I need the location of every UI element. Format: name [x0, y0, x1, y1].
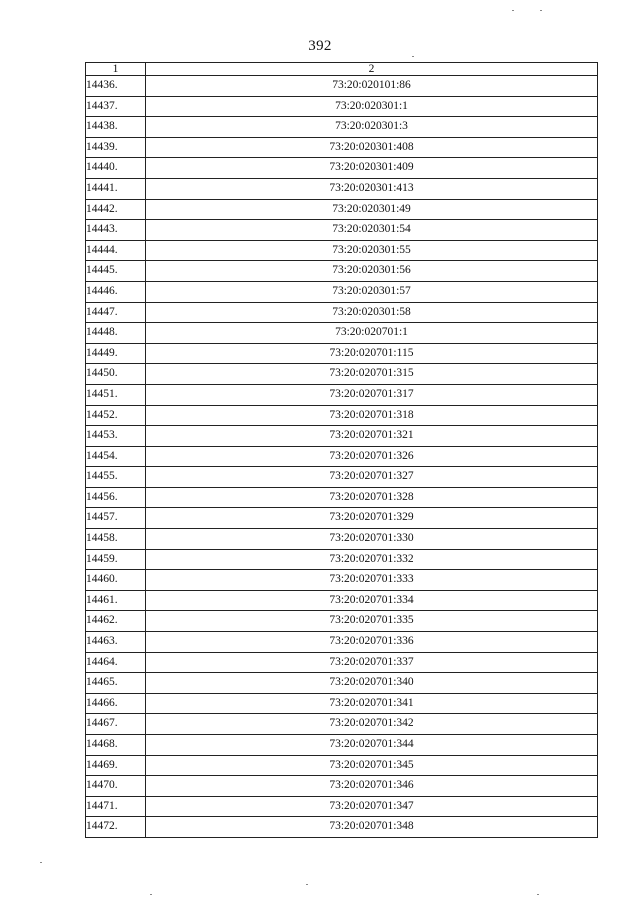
cadastral-number: 73:20:020701:336 [146, 632, 598, 653]
row-number: 14468. [86, 735, 146, 756]
cadastral-number: 73:20:020701:347 [146, 796, 598, 817]
table-row [86, 508, 598, 529]
row-number: 14464. [86, 652, 146, 673]
row-number: 14447. [86, 302, 146, 323]
row-number: 14441. [86, 178, 146, 199]
table-row [86, 673, 598, 694]
row-number: 14458. [86, 529, 146, 550]
row-number: 14461. [86, 590, 146, 611]
table-row [86, 529, 598, 550]
row-number: 14449. [86, 343, 146, 364]
cadastral-number: 73:20:020701:115 [146, 343, 598, 364]
table-row [86, 76, 598, 97]
cadastral-number: 73:20:020701:315 [146, 364, 598, 385]
page-number: 392 [308, 38, 332, 54]
table-row [86, 487, 598, 508]
table-row [86, 590, 598, 611]
cadastral-number: 73:20:020701:345 [146, 755, 598, 776]
table-body [86, 76, 598, 838]
cadastral-number: 73:20:020301:1 [146, 96, 598, 117]
row-number: 14455. [86, 467, 146, 488]
cadastral-number: 73:20:020701:318 [146, 405, 598, 426]
table-row [86, 652, 598, 673]
cadastral-number: 73:20:020301:49 [146, 199, 598, 220]
row-number: 14470. [86, 776, 146, 797]
cadastral-number: 73:20:020701:326 [146, 446, 598, 467]
table-row [86, 323, 598, 344]
row-number: 14444. [86, 240, 146, 261]
table-row [86, 364, 598, 385]
scan-speck [306, 884, 308, 885]
cadastral-number: 73:20:020701:1 [146, 323, 598, 344]
cadastral-number: 73:20:020701:348 [146, 817, 598, 838]
row-number: 14466. [86, 693, 146, 714]
scan-speck [150, 894, 152, 895]
scan-speck [540, 10, 542, 11]
table-row [86, 446, 598, 467]
table-row [86, 137, 598, 158]
column-header-1: 1 [86, 63, 146, 76]
cadastral-number: 73:20:020301:57 [146, 281, 598, 302]
row-number: 14459. [86, 549, 146, 570]
cadastral-number: 73:20:020701:333 [146, 570, 598, 591]
column-header-2: 2 [146, 63, 598, 76]
cadastral-number: 73:20:020301:55 [146, 240, 598, 261]
row-number: 14462. [86, 611, 146, 632]
table-row [86, 96, 598, 117]
row-number: 14442. [86, 199, 146, 220]
cadastral-number: 73:20:020701:330 [146, 529, 598, 550]
cadastral-number: 73:20:020301:58 [146, 302, 598, 323]
table-row [86, 467, 598, 488]
table-row [86, 220, 598, 241]
table-row [86, 570, 598, 591]
row-number: 14469. [86, 755, 146, 776]
row-number: 14440. [86, 158, 146, 179]
table-row [86, 117, 598, 138]
table-row [86, 384, 598, 405]
row-number: 14453. [86, 426, 146, 447]
table-row [86, 261, 598, 282]
cadastral-number: 73:20:020701:335 [146, 611, 598, 632]
cadastral-number: 73:20:020301:56 [146, 261, 598, 282]
row-number: 14438. [86, 117, 146, 138]
row-number: 14460. [86, 570, 146, 591]
table-row [86, 776, 598, 797]
row-number: 14445. [86, 261, 146, 282]
cadastral-number: 73:20:020301:54 [146, 220, 598, 241]
cadastral-number: 73:20:020701:328 [146, 487, 598, 508]
table-row [86, 199, 598, 220]
row-number: 14451. [86, 384, 146, 405]
cadastral-number: 73:20:020701:317 [146, 384, 598, 405]
row-number: 14467. [86, 714, 146, 735]
scan-speck [40, 862, 42, 863]
row-number: 14448. [86, 323, 146, 344]
table-row [86, 755, 598, 776]
table-row [86, 693, 598, 714]
row-number: 14456. [86, 487, 146, 508]
table-row [86, 549, 598, 570]
row-number: 14437. [86, 96, 146, 117]
row-number: 14472. [86, 817, 146, 838]
cadastral-number: 73:20:020301:413 [146, 178, 598, 199]
header-row [86, 63, 598, 76]
table-row [86, 405, 598, 426]
row-number: 14463. [86, 632, 146, 653]
scan-speck [537, 894, 539, 895]
table-row [86, 611, 598, 632]
cadastral-number: 73:20:020701:329 [146, 508, 598, 529]
row-number: 14439. [86, 137, 146, 158]
cadastral-number: 73:20:020701:346 [146, 776, 598, 797]
table-row [86, 302, 598, 323]
cadastral-number: 73:20:020701:344 [146, 735, 598, 756]
row-number: 14457. [86, 508, 146, 529]
cadastral-number: 73:20:020701:341 [146, 693, 598, 714]
table-row [86, 178, 598, 199]
row-number: 14436. [86, 76, 146, 97]
table-row [86, 426, 598, 447]
table-row [86, 632, 598, 653]
cadastral-number: 73:20:020301:409 [146, 158, 598, 179]
cadastral-number: 73:20:020301:3 [146, 117, 598, 138]
row-number: 14454. [86, 446, 146, 467]
table-row [86, 714, 598, 735]
scan-speck [512, 10, 514, 11]
row-number: 14446. [86, 281, 146, 302]
table-row [86, 240, 598, 261]
row-number: 14450. [86, 364, 146, 385]
cadastral-number: 73:20:020701:321 [146, 426, 598, 447]
row-number: 14452. [86, 405, 146, 426]
table-row [86, 158, 598, 179]
table-row [86, 817, 598, 838]
table-row [86, 343, 598, 364]
table-row [86, 735, 598, 756]
row-number: 14471. [86, 796, 146, 817]
table-header [86, 63, 598, 76]
row-number: 14465. [86, 673, 146, 694]
cadastral-number: 73:20:020701:342 [146, 714, 598, 735]
cadastral-number: 73:20:020701:340 [146, 673, 598, 694]
row-number: 14443. [86, 220, 146, 241]
cadastral-number: 73:20:020701:334 [146, 590, 598, 611]
table-row [86, 281, 598, 302]
scan-speck [412, 56, 414, 57]
cadastral-table [85, 62, 598, 838]
cadastral-number: 73:20:020701:337 [146, 652, 598, 673]
cadastral-number: 73:20:020301:408 [146, 137, 598, 158]
table-row [86, 796, 598, 817]
cadastral-number: 73:20:020701:327 [146, 467, 598, 488]
cadastral-number: 73:20:020701:332 [146, 549, 598, 570]
cadastral-number: 73:20:020101:86 [146, 76, 598, 97]
